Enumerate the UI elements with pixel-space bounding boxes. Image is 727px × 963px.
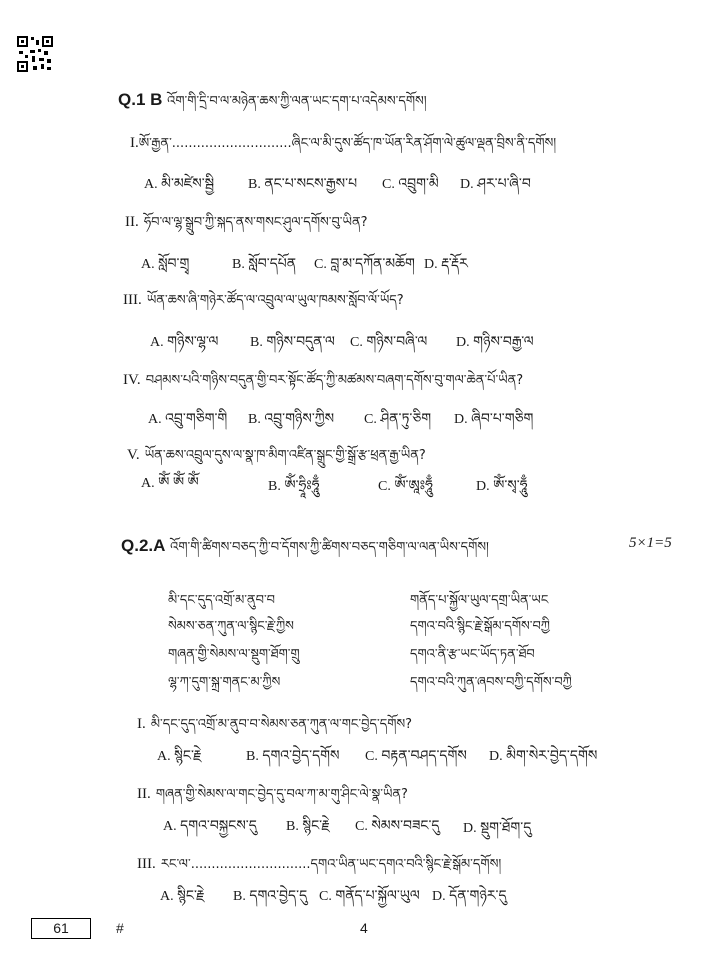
q1-option-c: C. འབྲུག་མི xyxy=(382,177,439,192)
q1-option-a: A. ཨོཾ ཨོཾ ཨོཾ xyxy=(141,476,199,491)
question-text: ཡོན་ཆས་འབྲུལ་དུས་ལ་སྣ་ཁ་མིག་འཛིན་སྒྲུང་གྱི་སྒྲོ་རྩ་ཕྲན་རྒྱ་ཡིན? xyxy=(144,448,426,463)
q2-option-c: C. བརྟན་བཤད་དགོས xyxy=(365,749,467,764)
exam-code-box: 61 xyxy=(31,918,91,939)
question-text: གཞན་གྱི་སེམས་ལ་གང་བྱེད་དུ་བལ་ཀ་མ་གུ་ཤིང་ལེ་སྣ་ཡིན? xyxy=(155,787,408,802)
question-text: ཧོབ་ལ་ལྷ་སྒྲུབ་ཀྱི་སྐད་ནས་གསང་ཤུལ་དགོས་བུ་ཡིན? xyxy=(143,215,368,230)
q2-option-c: C. སེམས་བཟང་དུ xyxy=(355,819,440,834)
question-number: IV. xyxy=(123,372,141,388)
q1-option-b: B. ནང་པ་སངས་རྒྱས་པ xyxy=(248,177,358,192)
q2-heading xyxy=(121,532,489,569)
verse-right-line-2: དགའ་བའི་སྙིང་རྗེ་སྒོམ་དགོས་བཀྱི xyxy=(410,619,550,634)
question-text: ཡོན་ཆས་ཞི་གཉེར་ཚོད་ལ་འབྲུལ་ལ་ཡུལ་ཁམས་སློབ་ལོ་ཡོད? xyxy=(146,293,404,308)
q1-question-3 xyxy=(123,285,404,322)
q1-option-d: D. ཞིབ་པ་གཅིག xyxy=(454,412,534,427)
question-number: I. xyxy=(137,716,146,732)
q2-option-a: A. སྙིང་རྗེ xyxy=(160,889,205,904)
question-text: རང་ལ་.............................དགའ་ཡིན་ཡང་དགའ་བའི་སྙིང་རྗེ་སྒོམ་དགོས། xyxy=(160,857,502,872)
q2-option-d: D. དོན་གཉེར་དུ xyxy=(432,889,507,904)
question-number: V. xyxy=(127,447,140,463)
question-number: I. xyxy=(130,135,139,151)
q1-option-d: D. ཨོཾ་སྭ་ཧཱུྃ xyxy=(476,479,528,494)
q1-option-b: B. འབྲུ་གཉིས་ཀྱིས xyxy=(248,412,335,427)
q1-heading xyxy=(118,86,427,123)
question-text: མི་དང་དུད་འགྲོ་མ་ནུབ་བ་སེམས་ཅན་ཀུན་ལ་གང་བྱེད་དགོས? xyxy=(150,717,413,732)
verse-left-line-3: གཞན་གྱི་སེམས་ལ་སྡུག་ཐོག་གྲུ xyxy=(168,647,300,662)
q1-option-d: D. གཉིས་བརྒྱ་ལ xyxy=(456,335,534,350)
q1-option-a: A. གཉིས་ལྷ་ལ xyxy=(150,335,219,350)
q1-option-c: C. བླ་མ་དཀོན་མཆོག xyxy=(314,257,415,272)
verse-left-line-2: སེམས་ཅན་ཀུན་ལ་སྙིང་རྗེ་ཀྱིས xyxy=(168,619,294,634)
question-number: II. xyxy=(137,786,151,802)
question-number: II. xyxy=(125,214,139,230)
q2-marks: 5×1=5 xyxy=(629,535,672,551)
q1-option-a: A. མི་མཛེས་སྦྱི xyxy=(144,177,215,192)
q1-option-b: B. སློབ་དཔོན xyxy=(232,257,297,272)
q2-option-a: A. དགའ་བསྐྱངས་དུ xyxy=(163,819,257,834)
question-number: III. xyxy=(123,292,142,308)
verse-right-line-3: དགའ་ནི་རྩ་ཡང་ཡོད་ཏན་ཐོབ xyxy=(410,647,535,662)
q1-option-b: B. ཨོཾ་ཧྲཱིཿཧཱུྃ xyxy=(268,479,320,494)
q1-option-b: B. གཉིས་བདུན་ལ xyxy=(250,335,335,350)
q1-option-d: D. ཤར་པ་ཞི་བ xyxy=(460,177,531,192)
q2-option-b: B. སྙིང་རྗེ xyxy=(286,819,330,834)
q2-option-b: B. དགའ་བྱེད་དགོས xyxy=(246,749,340,764)
q1-option-a: A. སློབ་གྲྭ xyxy=(141,257,190,272)
verse-right-line-4: དགའ་བའི་ཀུན་ཞབས་བཀྱི་དགོས་བཀྱི xyxy=(410,675,572,690)
q2-option-a: A. སྙིང་རྗེ xyxy=(157,749,202,764)
verse-right-line-1: གནོད་པ་སྐྱོལ་ཡུལ་དགྲ་ཡིན་ཡང xyxy=(410,593,549,608)
q1-question-2 xyxy=(125,207,368,244)
question-text: ཨོ་རྒྱན་.............................ཞིང་ལ་མི་དུས་ཚོད་ཁ་ཡོན་རིན་ཤོག་ལེ་ཚུལ་ལྡན་བྲིས་ནི་དགོས། xyxy=(138,136,557,151)
verse-left-line-4: ལྷ་ཀ་དུག་སྐྲ་གནང་མ་ཀྱིས xyxy=(168,675,281,690)
q1-option-c: C. གཉིས་བཞི་ལ xyxy=(350,335,428,350)
q2-option-c: C. གནོད་པ་སྐྱོལ་ཡུལ xyxy=(319,889,420,904)
q2-option-b: B. དགའ་བྱེད་དུ xyxy=(233,889,308,904)
verse-left-line-1: མི་དང་དུད་འགྲོ་མ་ནུབ་བ xyxy=(168,593,276,608)
q1-question-1 xyxy=(130,128,556,165)
question-number: III. xyxy=(137,856,156,872)
q2-option-d: D. སྡུག་ཐོག་དུ xyxy=(463,821,532,836)
q2-number: Q.2.A xyxy=(121,536,166,555)
q1-option-c: C. ཨོཾ་ཨཱཿཧཱུྃ xyxy=(378,479,433,494)
hash-mark: # xyxy=(116,920,124,936)
page-number: 4 xyxy=(360,920,368,936)
q2-option-d: D. མིག་སེར་བྱེད་དགོས xyxy=(489,749,598,764)
q1-option-d: D. རྡ་རྡོར xyxy=(424,257,468,272)
q2-instruction: འོག་གི་ཚིགས་བཅད་ཀྱི་བ་དོགས་ཀྱི་ཚིགས་བཅད་གཅིག་ལ་ལན་ཡིས་དགོས། xyxy=(170,540,489,555)
q1-instruction: འོག་གི་དྲི་བ་ལ་མཉེན་ཆས་ཀྱི་ལན་ཡང་དག་པ་འདེམས་དགོས། xyxy=(167,94,427,109)
q1-question-4 xyxy=(123,365,523,402)
q1-number: Q.1 B xyxy=(118,90,163,109)
q1-option-a: A. འབྲུ་གཅིག་གི xyxy=(148,412,228,427)
qr-code-icon xyxy=(17,36,53,72)
question-text: བཤམས་པའི་གཉིས་བདུན་གྱི་བར་སྟོང་ཚོད་ཀྱི་མཚམས་བཞག་དགོས་བུ་གལ་ཆེན་པོ་ཡིན? xyxy=(145,373,524,388)
q1-option-c: C. ཤིན་ཏུ་ཅིག xyxy=(364,412,432,427)
